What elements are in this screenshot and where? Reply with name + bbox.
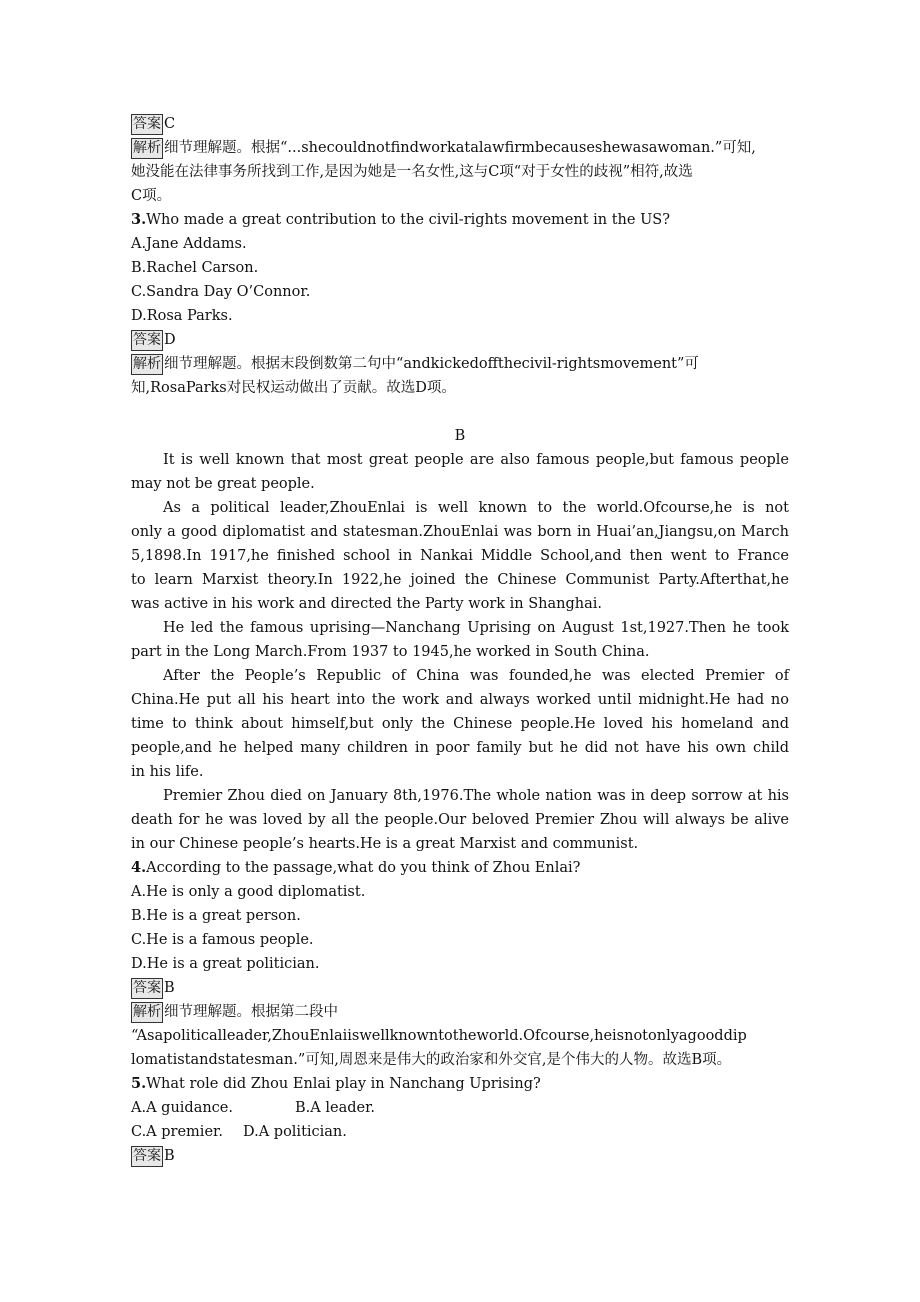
passage-line: in his life. [131, 764, 204, 780]
q4-option-a: A.He is only a good diplomatist. [131, 884, 366, 900]
q3-analysis-row [131, 352, 789, 376]
q3-option-d: D.Rosa Parks. [131, 308, 233, 324]
q3-question: Who made a great contribution to the civil-rights movement in the US? [146, 212, 671, 228]
passage-line: in our Chinese people’s hearts.He is a great Marxist and communist. [131, 836, 639, 852]
q2-answer-row [131, 112, 789, 136]
q4-analysis-line: 细节理解题。根据第二段中 [164, 1004, 338, 1020]
passage-line: After the People’s Republic of China was founded,he was elected Premier of [163, 668, 789, 684]
q4-answer-row [131, 976, 789, 1000]
analysis-label: 解析 [131, 138, 163, 159]
q3-question-row [131, 208, 789, 232]
passage-heading: B [454, 428, 466, 444]
passage-line: death for he was loved by all the people.Our beloved Premier Zhou will always be alive [131, 812, 789, 828]
q2-analysis-row [131, 136, 789, 160]
q5-question: What role did Zhou Enlai play in Nanchang Uprising? [146, 1076, 541, 1092]
q3-analysis-line: 知,RosaParks对民权运动做出了贡献。故选D项。 [131, 380, 456, 396]
q4-answer: B [164, 980, 175, 996]
q2-analysis-line: 细节理解题。根据“...shecouldnotfindworkatalawfirmbecauseshewasawoman.”可知, [164, 140, 756, 156]
document-body [131, 112, 789, 1168]
passage-line: It is well known that most great people are also famous people,but famous people [163, 452, 789, 468]
q5-question-row [131, 1072, 789, 1096]
q5-option-b: B.A leader. [295, 1100, 376, 1116]
q4-question-row [131, 856, 789, 880]
q3-option-b: B.Rachel Carson. [131, 260, 259, 276]
passage-line: Premier Zhou died on January 8th,1976.The whole nation was in deep sorrow at his [163, 788, 789, 804]
passage-line: time to think about himself,but only the Chinese people.He loved his homeland and [131, 716, 789, 732]
passage-line: to learn Marxist theory.In 1922,he joined the Chinese Communist Party.Afterthat,he [131, 572, 789, 588]
passage-text [131, 448, 789, 856]
q5-options-row-2 [131, 1120, 789, 1144]
passage-line: only a good diplomatist and statesman.ZhouEnlai was born in Huai’an,Jiangsu,on March [131, 524, 789, 540]
passage-line: may not be great people. [131, 476, 315, 492]
passage-line: was active in his work and directed the Party work in Shanghai. [131, 596, 603, 612]
q4-option-d: D.He is a great politician. [131, 956, 320, 972]
q5-answer: B [164, 1148, 175, 1164]
q5-option-d: D.A politician. [242, 1124, 347, 1140]
analysis-label: 解析 [131, 354, 163, 375]
answer-label: 答案 [131, 978, 163, 999]
q2-analysis-line: C项。 [131, 188, 172, 204]
answer-label: 答案 [131, 330, 163, 351]
q3-answer: D [164, 332, 176, 348]
q5-number: 5. [131, 1075, 147, 1092]
passage-line: people,and he helped many children in poor family but he did not have his own child [131, 740, 789, 756]
q4-analysis-row [131, 1000, 789, 1024]
q2-answer: C [164, 116, 176, 132]
answer-label: 答案 [131, 114, 163, 135]
analysis-label: 解析 [131, 1002, 163, 1023]
q2-analysis-line: 她没能在法律事务所找到工作,是因为她是一名女性,这与C项“对于女性的歧视”相符,故选 [131, 164, 693, 180]
q4-analysis-line: “Asapoliticalleader,ZhouEnlaiiswellknowntotheworld.Ofcourse,heisnotonlyagooddip [131, 1028, 747, 1044]
q5-options-row-1 [131, 1096, 789, 1120]
passage-line: China.He put all his heart into the work and always worked until midnight.He had no [131, 692, 789, 708]
q3-option-c: C.Sandra Day O’Connor. [131, 284, 311, 300]
passage-line: 5,1898.In 1917,he finished school in Nankai Middle School,and then went to France [131, 548, 789, 564]
q3-option-a: A.Jane Addams. [131, 236, 247, 252]
q5-answer-row [131, 1144, 789, 1168]
passage-line: As a political leader,ZhouEnlai is well known to the world.Ofcourse,he is not [163, 500, 789, 516]
passage-line: He led the famous uprising—Nanchang Uprising on August 1st,1927.Then he took [163, 620, 789, 636]
q4-analysis-line: lomatistandstatesman.”可知,周恩来是伟大的政治家和外交官,是个伟大的人物。故选B项。 [131, 1052, 732, 1068]
q3-number: 3. [131, 211, 147, 228]
q4-number: 4. [131, 859, 147, 876]
passage-line: part in the Long March.From 1937 to 1945,he worked in South China. [131, 644, 650, 660]
q3-analysis-line: 细节理解题。根据末段倒数第二句中“andkickedoffthecivil-rightsmovement”可 [164, 356, 699, 372]
q4-question: According to the passage,what do you think of Zhou Enlai? [146, 860, 581, 876]
q5-option-a: A.A guidance. [131, 1100, 233, 1116]
q4-option-b: B.He is a great person. [131, 908, 301, 924]
q4-option-c: C.He is a famous people. [131, 932, 314, 948]
q3-answer-row [131, 328, 789, 352]
answer-label: 答案 [131, 1146, 163, 1167]
q5-option-c: C.A premier. [131, 1124, 223, 1140]
